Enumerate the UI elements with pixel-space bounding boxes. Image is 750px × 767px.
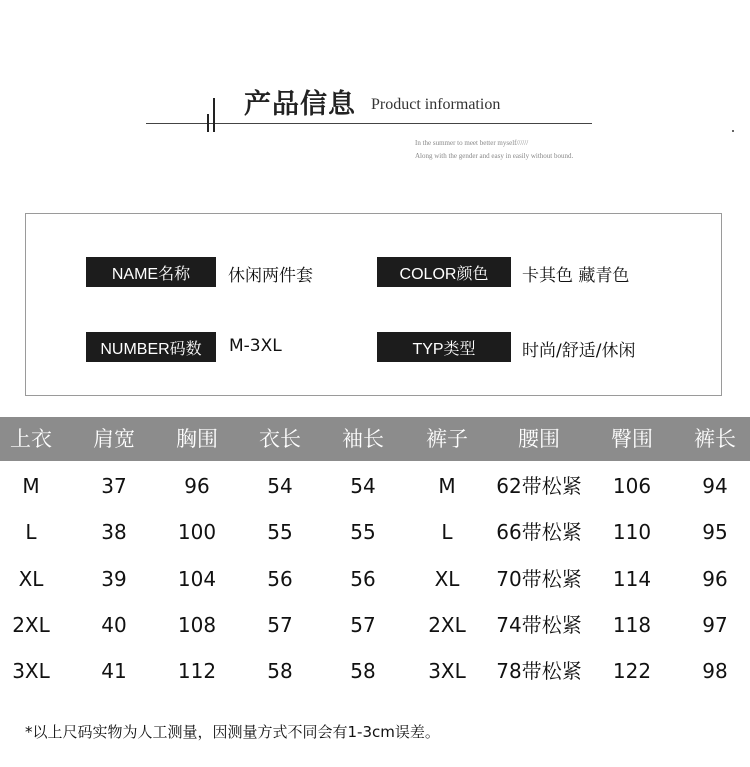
table-cell: 104 [177,567,217,591]
table-cell: 55 [267,520,293,544]
table-header-cell: 腰围 [518,427,560,451]
header-tagline-2: Along with the gender and easy in easily without bound. [415,152,574,160]
type-value: 时尚/舒适/休闲 [522,341,636,361]
table-cell: 57 [267,613,293,637]
table-cell: XL [18,567,44,591]
table-cell: 58 [350,659,376,683]
color-tag: COLOR颜色 [377,257,511,287]
table-row [0,463,750,509]
table-cell: 66带松紧 [496,520,582,544]
table-cell: 38 [101,520,127,544]
table-cell: 39 [101,567,127,591]
table-cell: M [22,474,40,498]
table-cell: L [441,520,453,544]
table-cell: 57 [350,613,376,637]
table-row [0,602,750,648]
table-cell: 96 [702,567,728,591]
table-cell: 56 [350,567,376,591]
table-cell: 95 [702,520,728,544]
header-divider-tick-tall [213,98,215,132]
table-header-cell: 肩宽 [93,427,135,451]
table-cell: 58 [267,659,293,683]
table-cell: 100 [177,520,217,544]
table-cell: L [25,520,37,544]
table-cell: 108 [177,613,217,637]
table-cell: 41 [101,659,127,683]
table-cell: 74带松紧 [496,613,582,637]
table-cell: 3XL [428,659,466,683]
table-cell: 122 [612,659,652,683]
table-cell: 106 [612,474,652,498]
header-tagline-1: In the summer to meet better myself////// [415,139,529,147]
table-cell: 98 [702,659,728,683]
size-table-header [0,417,750,461]
table-header-cell: 胸围 [176,427,218,451]
table-header-cell: 上衣 [10,427,52,451]
header-divider-tick-short [207,114,209,132]
table-header-cell: 衣长 [259,427,301,451]
table-cell: M [438,474,456,498]
name-tag: NAME名称 [86,257,216,287]
table-cell: 37 [101,474,127,498]
table-cell: 54 [267,474,293,498]
table-row [0,509,750,555]
table-header-cell: 裤子 [426,427,468,451]
table-header-cell: 臀围 [611,427,653,451]
name-value: 休闲两件套 [228,266,313,286]
table-cell: 118 [612,613,652,637]
table-cell: 2XL [428,613,466,637]
table-cell: 40 [101,613,127,637]
number-tag: NUMBER码数 [86,332,216,362]
table-cell: 54 [350,474,376,498]
table-cell: 78带松紧 [496,659,582,683]
type-tag: TYP类型 [377,332,511,362]
table-header-cell: 袖长 [342,427,384,451]
table-cell: 94 [702,474,728,498]
decorative-dot [732,130,734,132]
product-info-box [25,213,722,396]
table-cell: 97 [702,613,728,637]
table-cell: 114 [612,567,652,591]
table-cell: 110 [612,520,652,544]
table-cell: 112 [177,659,217,683]
color-value: 卡其色 藏青色 [522,266,630,286]
table-row [0,648,750,694]
table-cell: 56 [267,567,293,591]
table-cell: XL [434,567,460,591]
header-title-en: Product information [371,96,501,113]
table-cell: 70带松紧 [496,567,582,591]
table-row [0,556,750,602]
number-value: M-3XL [229,336,282,356]
table-cell: 55 [350,520,376,544]
table-header-cell: 裤长 [694,427,736,451]
table-cell: 2XL [12,613,50,637]
header-title-cn: 产品信息 [244,89,356,120]
table-cell: 3XL [12,659,50,683]
table-cell: 62带松紧 [496,474,582,498]
table-cell: 96 [184,474,210,498]
measurement-footnote: *以上尺码实物为人工测量，因测量方式不同会有1-3cm误差。 [25,723,440,741]
